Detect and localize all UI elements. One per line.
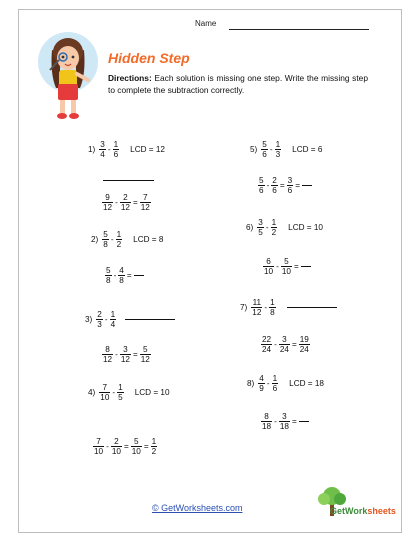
answer-blank[interactable] [134,275,144,276]
solution-7: $\frac{22}{24}$ - $\frac{3}{24}$ = $\frac{19}{24}$ [262,335,309,354]
problem-2: 2) $\frac{5}{8}$ - $\frac{1}{2}$ LCD = 8 [91,230,164,249]
name-label: Name [195,19,217,28]
answer-blank[interactable] [302,185,312,186]
solution-8: $\frac{8}{18}$ - $\frac{3}{18}$ = [260,412,309,431]
answer-blank[interactable] [103,180,154,181]
lcd-label: LCD = 12 [130,145,165,154]
problem-5: 5) $\frac{5}{6}$ - $\frac{1}{3}$ LCD = 6 [250,140,323,159]
logo-text: GetWorksheets [330,506,396,516]
lcd-label: LCD = 10 [288,223,323,232]
lcd-label: LCD = 8 [133,235,164,244]
problem-6: 6) $\frac{3}{5}$ - $\frac{1}{2}$ LCD = 10 [246,218,323,237]
directions-text: Each solution is missing one step. Write the missing step to complete the subtraction correctly. [108,73,368,95]
solution-2: $\frac{5}{8}$ - $\frac{4}{8}$ = [104,266,144,285]
worksheet-title: Hidden Step [108,50,190,66]
problem-8: 8) $\frac{4}{9}$ - $\frac{1}{6}$ LCD = 18 [247,374,324,393]
lcd-label: LCD = 6 [292,145,323,154]
directions-label: Directions: [108,73,152,83]
answer-blank[interactable] [301,266,311,267]
lcd-label: LCD = 10 [134,388,170,397]
solution-4: $\frac{7}{10}$ - $\frac{2}{10}$ = $\frac{5}{10}$ = $\frac{1}{2}$ [94,437,157,456]
solution-1: $\frac{9}{12}$ - $\frac{2}{12}$ = $\frac{7}{12}$ [103,193,150,212]
solution-3: $\frac{8}{12}$ - $\frac{3}{12}$ = $\frac{5}{12}$ [103,345,150,364]
answer-blank[interactable] [125,319,175,320]
solution-5: $\frac{5}{6}$ - $\frac{2}{6}$ = $\frac{3}{6}$ = [257,176,312,195]
footer-link[interactable]: © GetWorksheets.com [152,503,243,513]
answer-blank[interactable] [299,421,309,422]
answer-blank[interactable] [287,307,337,308]
solution-6: $\frac{6}{10}$ - $\frac{5}{10}$ = [262,257,311,276]
problem-1: 1) $\frac{3}{4}$ - $\frac{1}{6}$ LCD = 12 [88,140,165,159]
problem-7: 7) $\frac{11}{12}$ - $\frac{1}{8}$ [240,298,337,317]
lcd-label: LCD = 18 [289,379,324,388]
problem-3: 3) $\frac{2}{3}$ - $\frac{1}{4}$ [85,310,175,329]
name-field-line[interactable] [229,29,369,30]
problem-4: 4) $\frac{7}{10}$ - $\frac{1}{5}$ LCD = 10 [88,383,170,402]
directions [108,72,368,96]
girl-magnifier-illustration [32,30,104,122]
